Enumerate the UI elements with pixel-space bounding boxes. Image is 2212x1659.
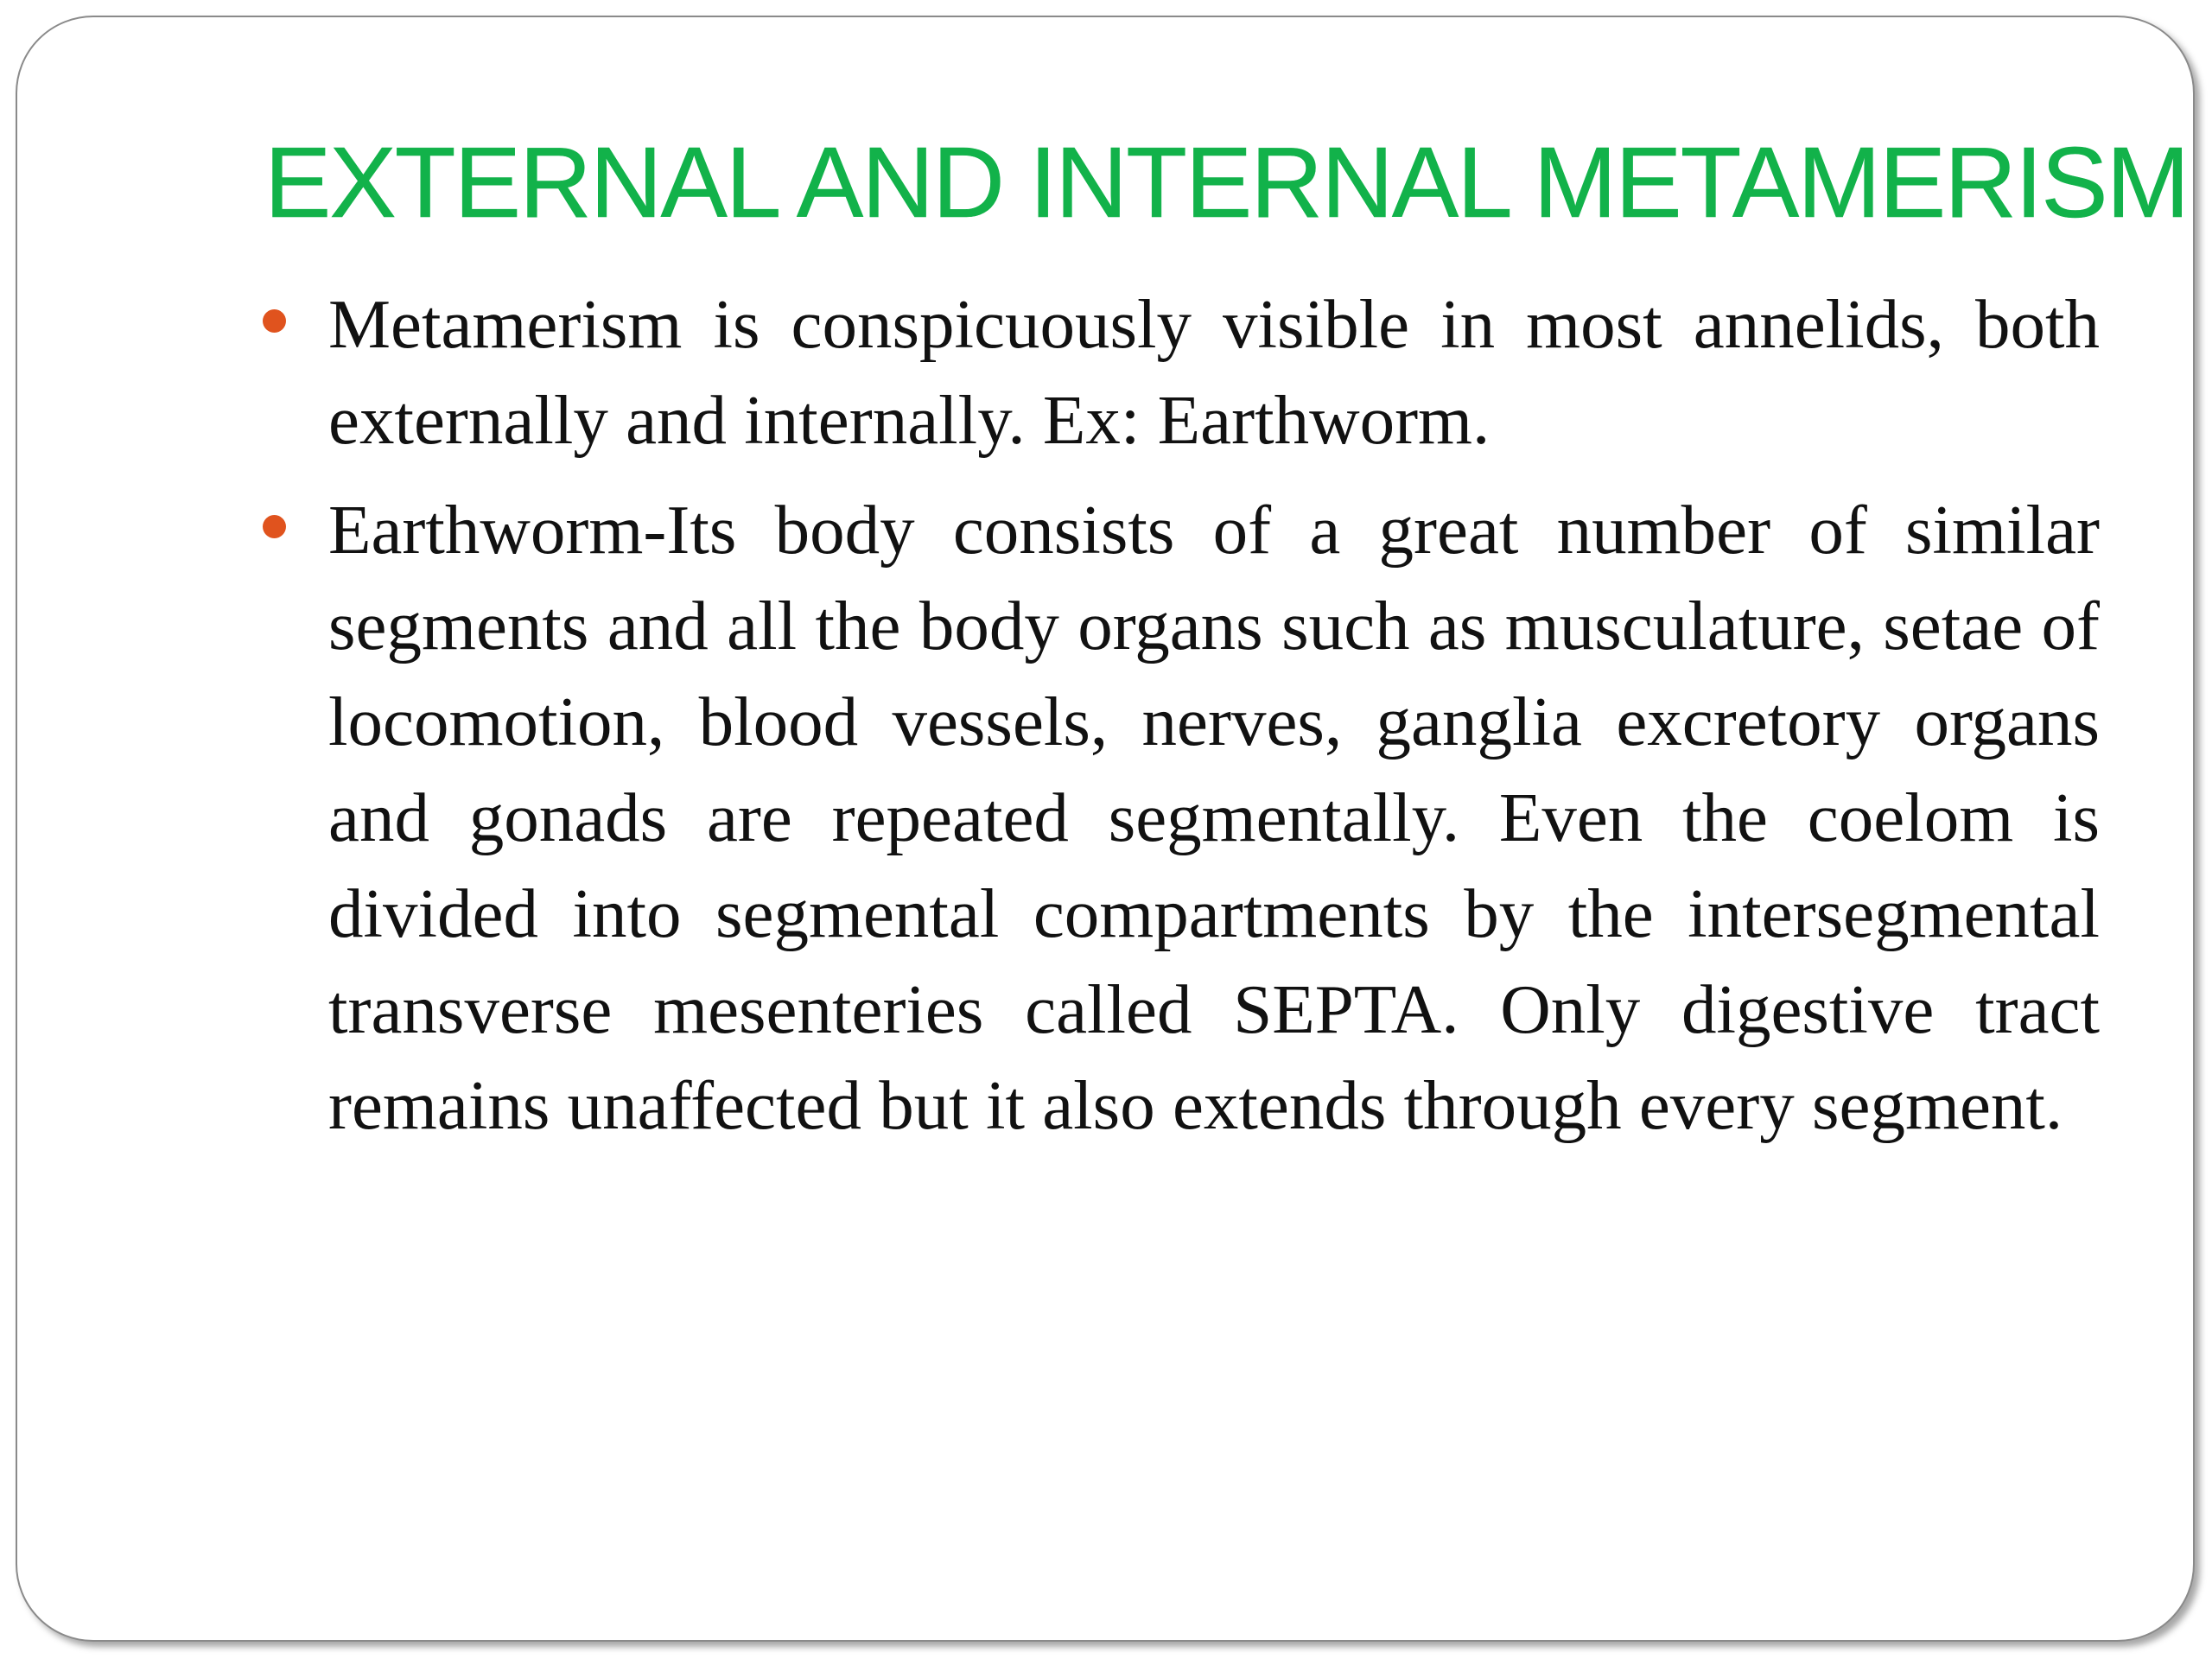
bullet-item bbox=[328, 276, 2100, 468]
bullet-dot-icon bbox=[263, 515, 286, 538]
slide-title: EXTERNAL AND INTERNAL METAMERISM bbox=[264, 126, 2189, 238]
bullet-list bbox=[328, 276, 2100, 1167]
bullet-text: Metamerism is conspicuously visible in most annelids, both externally and internally. Ex: Earthworm. bbox=[328, 285, 2100, 459]
bullet-text: Earthworm-Its body consists of a great number of similar segments and all the body organs such as musculature, setae of locomotion, blood vessels, nerves, ganglia excretory organs and gonads are repeated segmentally. Even the coelom is divided into segmental compartments by the intersegmental transverse mesenteries called SEPTA. Only digestive tract remains unaffected but it also extends through every segment. bbox=[328, 491, 2100, 1144]
slide bbox=[16, 16, 2195, 1642]
bullet-dot-icon bbox=[263, 309, 286, 333]
bullet-item bbox=[328, 482, 2100, 1154]
